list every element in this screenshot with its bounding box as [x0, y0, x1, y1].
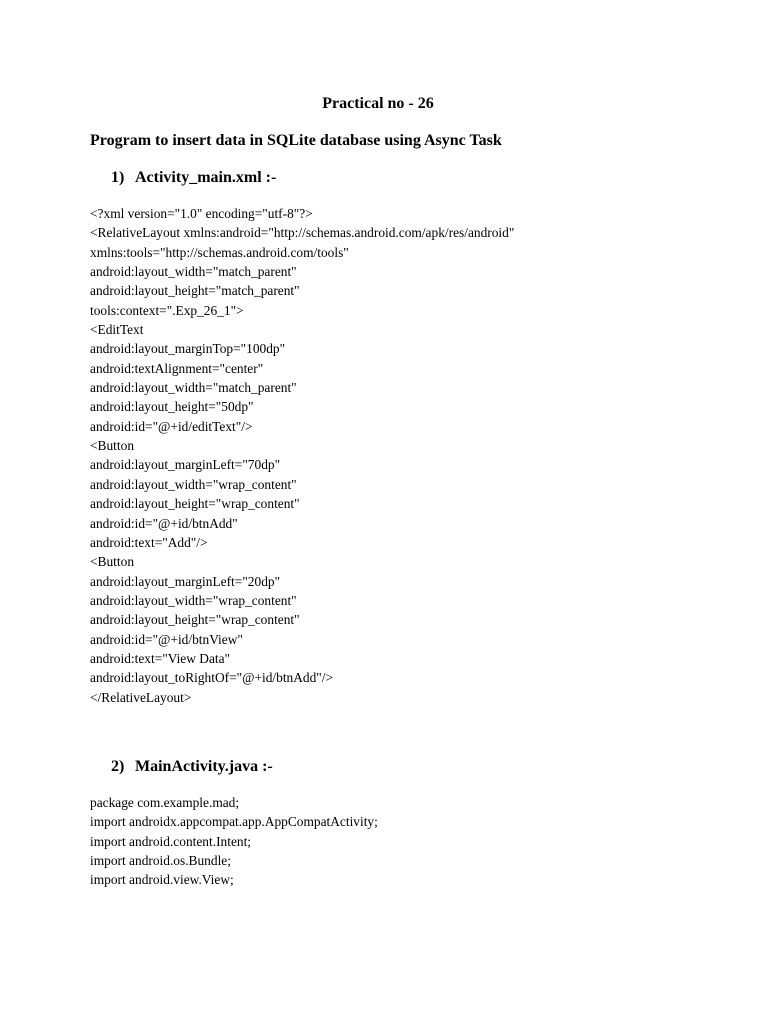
code-line: android:layout_marginTop="100dp": [90, 341, 286, 357]
code-line: android:text="View Data": [90, 650, 231, 666]
code-line: package com.example.mad;: [90, 795, 240, 810]
code-line: android:layout_height="wrap_content": [90, 612, 300, 628]
section-number: 2): [111, 758, 125, 775]
code-line: <Button: [90, 554, 135, 570]
code-line: <Button: [90, 438, 135, 454]
code-line: android:layout_height="wrap_content": [90, 496, 300, 512]
section-heading-text: Activity_main.xml :-: [135, 169, 277, 186]
code-line: import android.content.Intent;: [90, 833, 252, 849]
code-line: android:layout_toRightOf="@+id/btnAdd"/>: [90, 670, 334, 686]
section-heading-text: MainActivity.java :-: [135, 758, 273, 775]
section-number: 1): [111, 169, 125, 186]
code-line: android:textAlignment="center": [90, 360, 264, 376]
code-line: <?xml version="1.0" encoding="utf-8"?>: [90, 206, 313, 221]
page-title: Practical no - 26: [322, 95, 434, 112]
code-line: <RelativeLayout xmlns:android="http://schemas.android.com/apk/res/android": [90, 225, 515, 241]
code-line: android:layout_width="match_parent": [90, 380, 297, 396]
code-line: xmlns:tools="http://schemas.android.com/tools": [90, 244, 349, 260]
page-subtitle: Program to insert data in SQLite database using Async Task: [90, 132, 502, 149]
code-line: android:layout_marginLeft="70dp": [90, 457, 281, 473]
code-line: android:id="@+id/btnAdd": [90, 515, 238, 531]
code-line: </RelativeLayout>: [90, 689, 192, 705]
code-line: android:id="@+id/btnView": [90, 631, 243, 647]
code-line: import androidx.appcompat.app.AppCompatActivity;: [90, 814, 378, 830]
code-line: android:layout_width="wrap_content": [90, 592, 297, 608]
code-line: android:id="@+id/editText"/>: [90, 418, 253, 434]
code-line: import android.view.View;: [90, 872, 234, 888]
code-block-main-activity-java: [90, 793, 378, 890]
section-heading-activity-main-xml: [111, 168, 276, 188]
code-line: tools:context=".Exp_26_1">: [90, 302, 244, 318]
code-line: import android.os.Bundle;: [90, 853, 231, 869]
code-line: android:layout_height="50dp": [90, 399, 254, 415]
code-line: android:layout_marginLeft="20dp": [90, 573, 281, 589]
code-line: android:layout_width="wrap_content": [90, 476, 297, 492]
code-line: android:layout_width="match_parent": [90, 264, 297, 280]
code-line: android:layout_height="match_parent": [90, 283, 300, 299]
code-line: <EditText: [90, 322, 144, 338]
code-line: android:text="Add"/>: [90, 534, 208, 550]
section-heading-main-activity-java: [111, 757, 273, 777]
code-block-activity-main-xml: [90, 204, 514, 707]
